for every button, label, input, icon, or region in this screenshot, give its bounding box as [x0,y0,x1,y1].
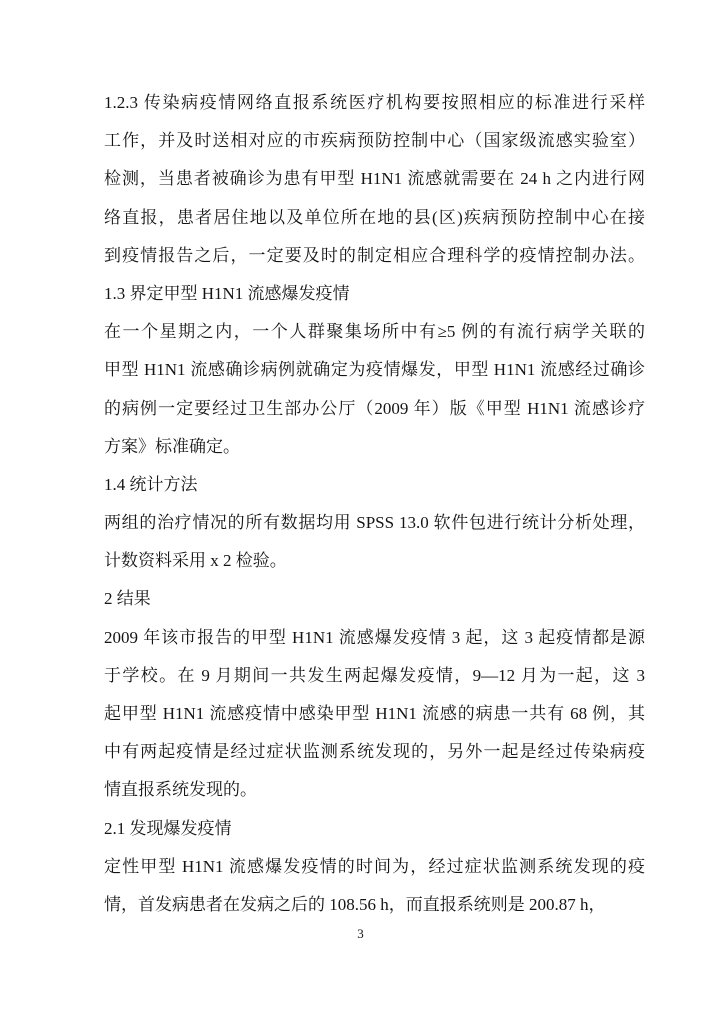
text-line: 在一个星期之内，一个人群聚集场所中有≥5 例的有流行病学关联的 [104,322,645,342]
text-line: 甲型 H1N1 流感确诊病例就确定为疫情爆发，甲型 H1N1 流感经过确诊 [104,360,645,380]
text-line: 检测，当患者被确诊为患有甲型 H1N1 流感就需要在 24 h 之内进行网 [104,169,645,189]
page-footer [0,924,721,944]
text-line: 情直报系统发现的。 [104,780,257,800]
text-line: 方案》标准确定。 [104,436,240,456]
text-line: 于学校。在 9 月期间一共发生两起爆发疫情，9—12 月为一起，这 3 [104,665,645,685]
section-heading: 2 结果 [104,589,151,609]
text-line: 起甲型 H1N1 流感疫情中感染甲型 H1N1 流感的病患一共有 68 例，其 [104,704,645,723]
text-line: 两组的治疗情况的所有数据均用 SPSS 13.0 软件包进行统计分析处理， [104,513,645,533]
section-heading: 1.4 统计方法 [104,474,198,494]
text-line: 计数资料采用 x 2 检验。 [104,551,287,571]
text-line: 工作，并及时送相对应的市疾病预防控制中心（国家级流感实验室） [104,131,645,151]
text-line: 2009 年该市报告的甲型 H1N1 流感爆发疫情 3 起，这 3 起疫情都是源 [104,627,645,647]
text-line: 情，首发病患者在发病之后的 108.56 h，而直报系统则是 200.87 h， [104,894,606,914]
text-line: 中有两起疫情是经过症状监测系统发现的，另外一起是经过传染病疫 [104,742,645,762]
text-line: 1.2.3 传染病疫情网络直报系统医疗机构要按照相应的标准进行采样 [104,93,645,112]
document-body [104,84,645,924]
page-number: 3 [357,926,364,941]
section-heading: 2.1 发现爆发疫情 [104,818,232,838]
text-line: 络直报，患者居住地以及单位所在地的县(区)疾病预防控制中心在接 [104,207,645,227]
text-line: 定性甲型 H1N1 流感爆发疫情的时间为，经过症状监测系统发现的疫 [104,856,645,876]
text-line: 的病例一定要经过卫生部办公厅（2009 年）版《甲型 H1N1 流感诊疗 [104,398,645,418]
text-line: 到疫情报告之后，一定要及时的制定相应合理科学的疫情控制办法。 [104,245,645,265]
section-heading: 1.3 界定甲型 H1N1 流感爆发疫情 [104,283,350,303]
